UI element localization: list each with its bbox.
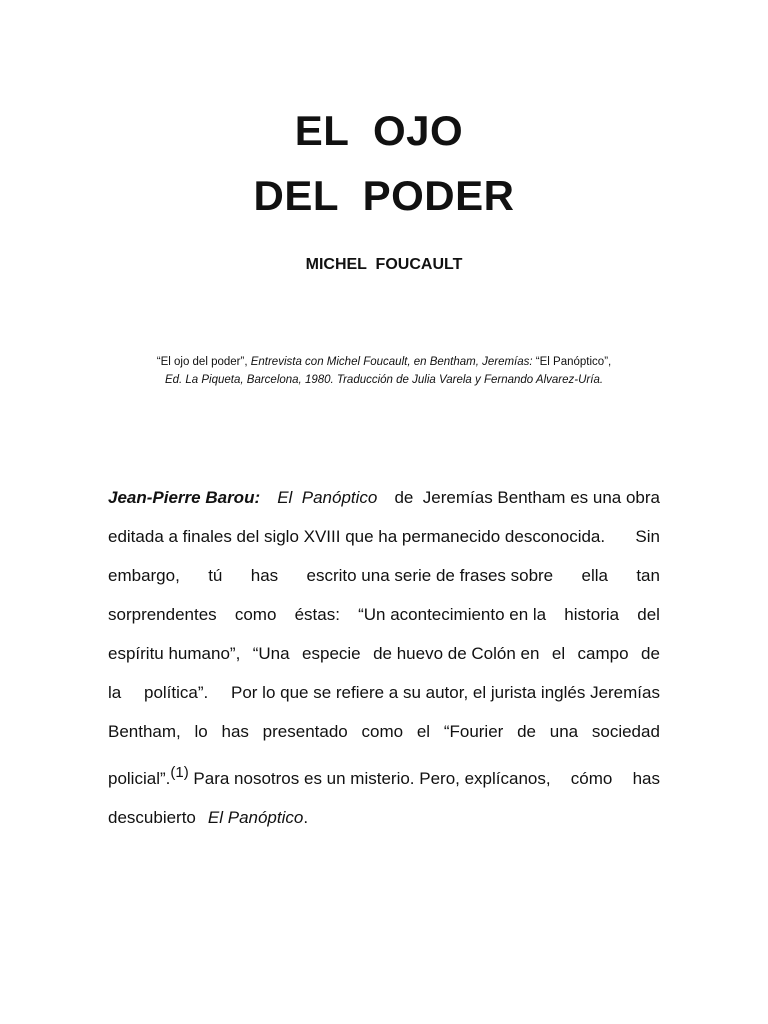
work-title: El Panóptico	[277, 488, 378, 507]
body-line-4	[108, 606, 660, 623]
body-word: “Un acontecimiento en la	[358, 605, 547, 624]
body-line-8	[108, 764, 660, 788]
citation-line-2	[100, 375, 668, 387]
body-word: tan	[636, 566, 660, 585]
body-word: escrito una serie de frases sobre	[306, 566, 554, 585]
body-word: del	[637, 605, 660, 624]
body-word: .	[303, 808, 309, 827]
body-word: Bentham,	[108, 722, 181, 741]
body-word: una	[549, 722, 579, 741]
body-word: tú	[208, 566, 223, 585]
body-text: de Jeremías Bentham es una obra	[394, 488, 660, 507]
body-word: Para nosotros es un misterio. Pero, explícanos,	[188, 769, 551, 788]
body-word: presentado	[262, 722, 348, 741]
body-word: embargo,	[108, 566, 180, 585]
body-word: has	[250, 566, 279, 585]
body-line-6	[108, 684, 660, 701]
body-word: política”.	[143, 683, 209, 702]
body-word: de	[641, 644, 660, 663]
body-word: el	[416, 722, 431, 741]
citation-book-title: “El Panóptico”,	[532, 356, 612, 368]
speaker-name: Jean-Pierre Barou:	[108, 488, 261, 507]
body-word: campo	[577, 644, 629, 663]
body-word: sociedad	[591, 722, 660, 741]
body-word: “Una	[252, 644, 290, 663]
body-word: de huevo de Colón en	[373, 644, 540, 663]
body-word: descubierto	[108, 808, 196, 827]
body-line-5	[108, 645, 660, 662]
body-word: el	[551, 644, 566, 663]
body-line-7	[108, 723, 660, 740]
body-line-2	[108, 528, 660, 545]
citation-publication: Ed. La Piqueta, Barcelona, 1980. Traducción de Julia Varela y Fernando Alvarez-Uría.	[164, 374, 604, 386]
body-text: editada a finales del siglo XVIII que ha permanecido desconocida.	[108, 527, 606, 546]
body-text	[108, 764, 551, 788]
body-word: has	[632, 769, 660, 788]
citation-source: Entrevista con Michel Foucault, en Bentham, Jeremías:	[250, 356, 533, 368]
body-word: de	[517, 722, 536, 741]
body-word: historia	[564, 605, 620, 624]
body-line-9	[108, 809, 660, 826]
title-line-1: EL OJO	[294, 107, 464, 154]
citation-line-1	[100, 357, 668, 369]
body-word: lo	[194, 722, 208, 741]
body-word: éstas:	[294, 605, 340, 624]
body-word: como	[361, 722, 404, 741]
citation-quote-title: “El ojo del poder”,	[156, 356, 251, 368]
body-text: Sin	[635, 527, 660, 546]
body-word: “Fourier	[443, 722, 504, 741]
body-word: sorprendentes	[108, 605, 217, 624]
body-line-3	[108, 567, 660, 584]
body-word: policial”.	[108, 769, 171, 788]
body-word: como	[234, 605, 277, 624]
body-word: la	[108, 683, 122, 702]
body-word: cómo	[570, 769, 613, 788]
author-name: MICHEL FOUCAULT	[305, 256, 463, 273]
body-word: has	[221, 722, 249, 741]
body-word: espíritu humano”,	[108, 644, 241, 663]
work-title: El Panóptico	[207, 808, 304, 827]
body-word: Por lo que se refiere a su autor, el jurista inglés Jeremías	[230, 683, 660, 702]
footnote-reference[interactable]: (1)	[170, 764, 189, 781]
body-line-1	[108, 489, 660, 506]
body-word: ella	[581, 566, 608, 585]
body-word: especie	[302, 644, 361, 663]
title-line-2: DEL PODER	[253, 172, 515, 219]
